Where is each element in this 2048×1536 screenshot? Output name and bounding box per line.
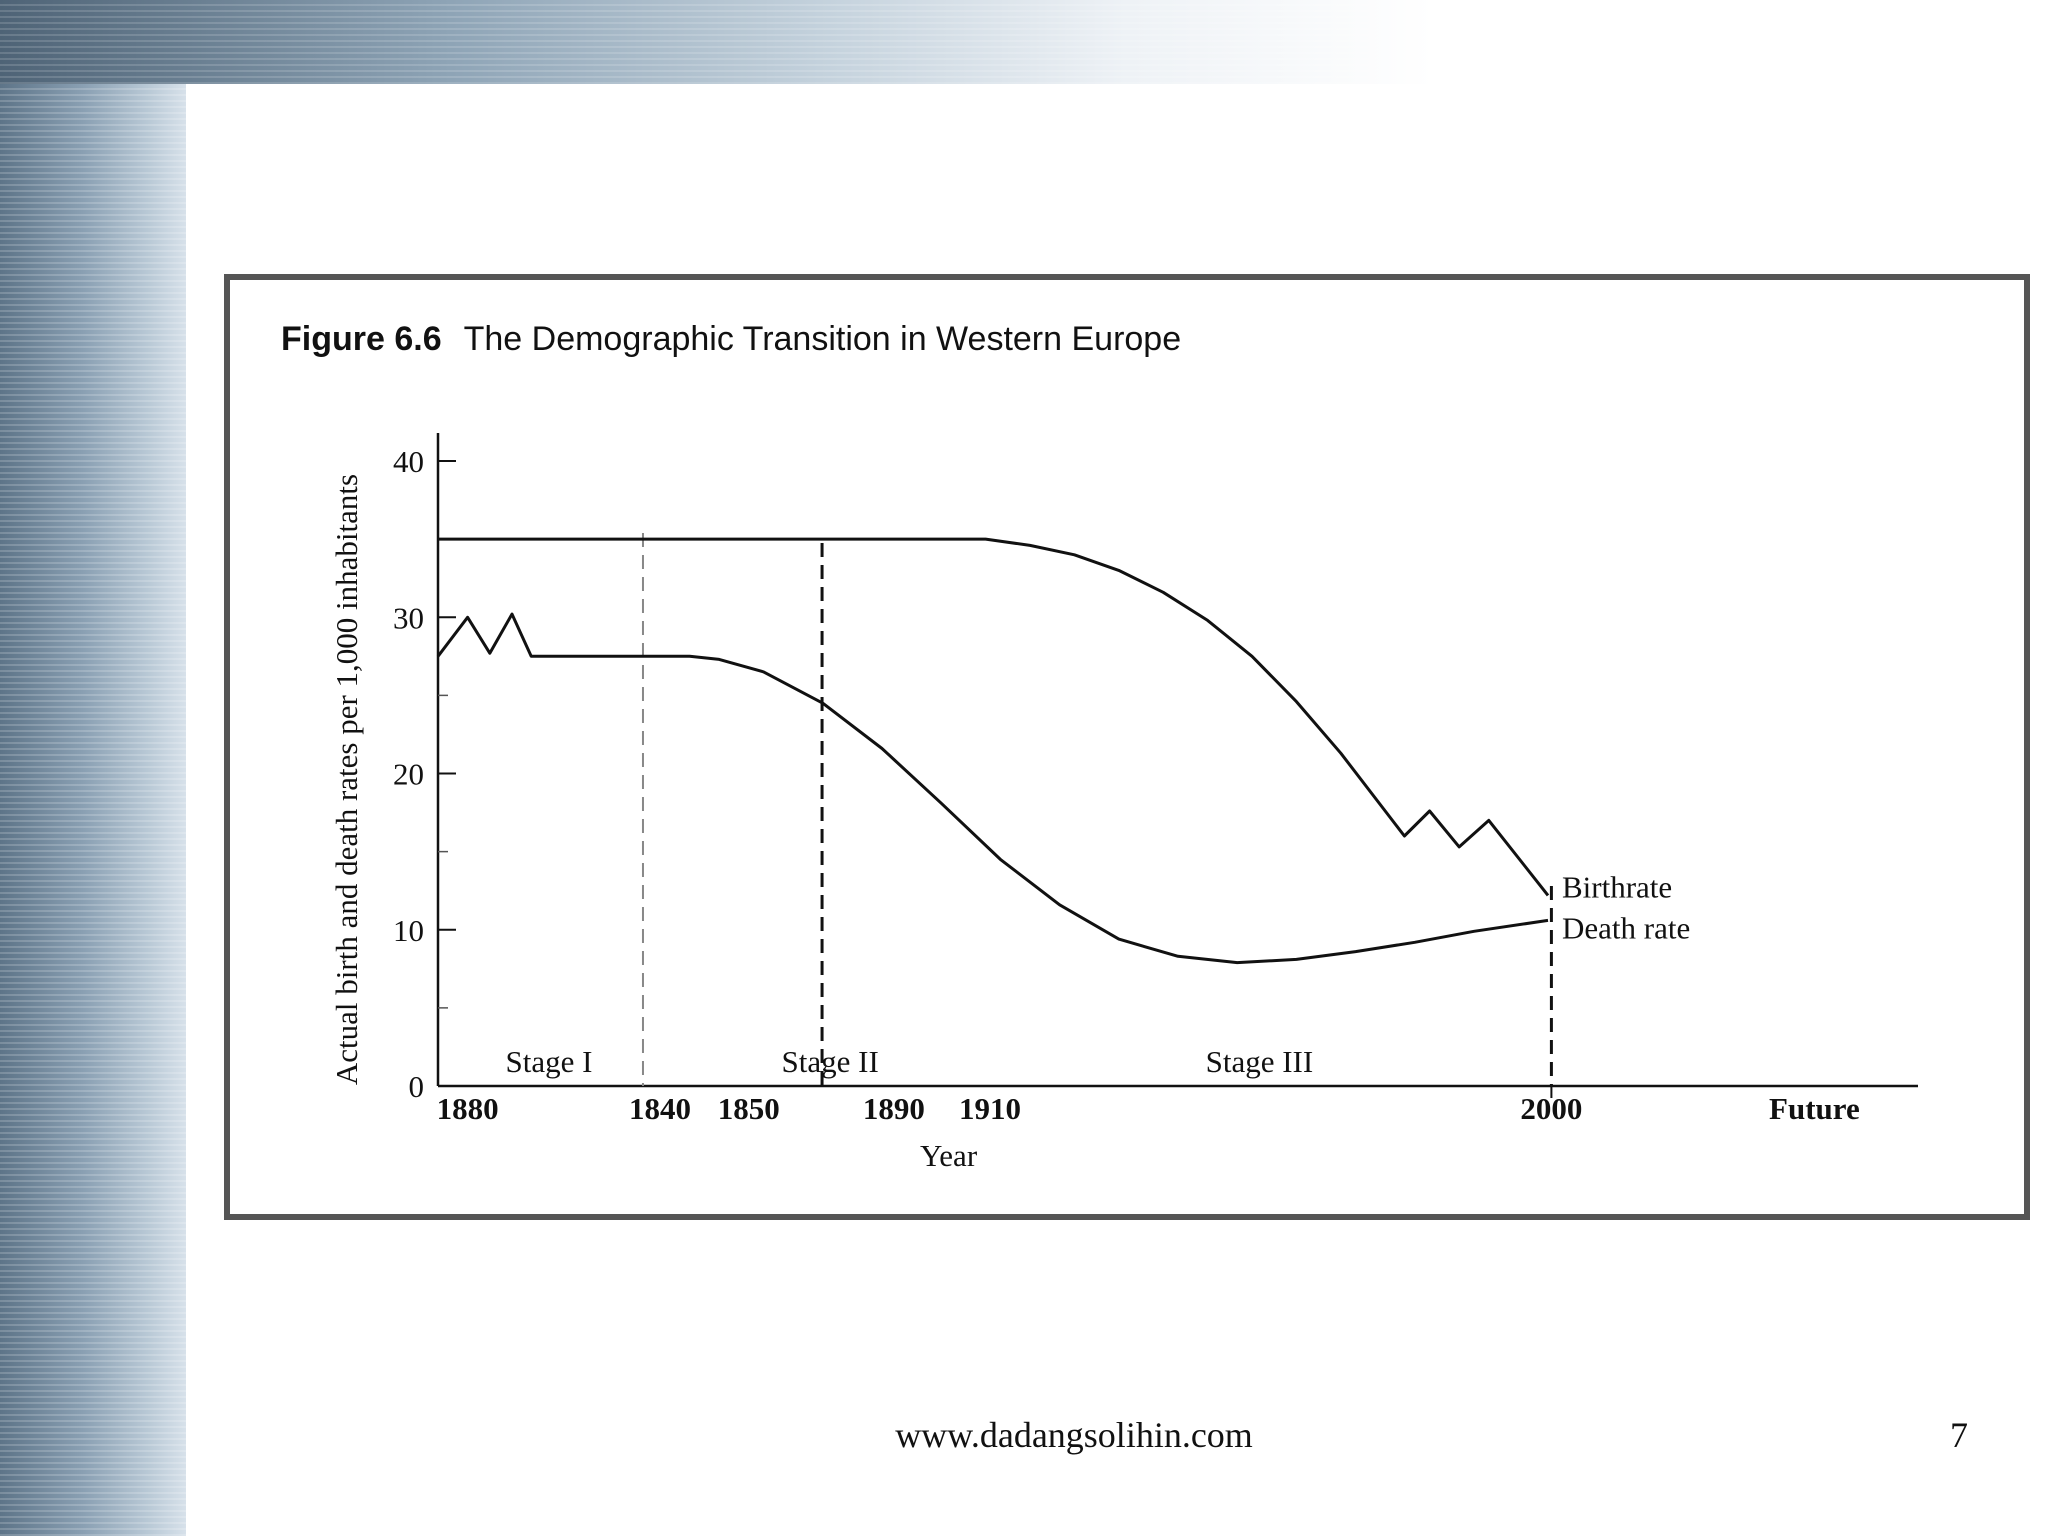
page-number: 7 — [1950, 1415, 1968, 1455]
y-tick-label: 10 — [393, 912, 424, 948]
stage-label: Stage I — [505, 1044, 593, 1079]
x-tick-label: 1890 — [862, 1091, 925, 1126]
x-tick-label: 1850 — [717, 1091, 780, 1126]
y-tick-label: 0 — [408, 1069, 424, 1104]
x-tick-label: Future — [1769, 1091, 1860, 1126]
birthrate-label: Birthrate — [1562, 869, 1673, 905]
birthrate-line — [438, 539, 1548, 895]
y-tick-label: 40 — [393, 444, 424, 479]
x-tick-label: 1840 — [629, 1091, 691, 1126]
y-tick-label: 20 — [393, 756, 424, 792]
deathrate-line — [438, 614, 1548, 963]
y-tick-label: 30 — [393, 600, 424, 636]
deathrate-label: Death rate — [1562, 910, 1691, 946]
figure-number: Figure 6.6 — [281, 320, 442, 358]
x-tick-label: 1880 — [436, 1091, 499, 1126]
figure-title-text: The Demographic Transition in Western Europe — [463, 320, 1182, 358]
stage-label: Stage III — [1205, 1044, 1314, 1079]
stage-label: Stage II — [781, 1044, 879, 1079]
x-tick-label: 1910 — [959, 1091, 1022, 1126]
x-axis-label: Year — [920, 1138, 978, 1173]
footer-url: www.dadangsolihin.com — [895, 1415, 1253, 1455]
x-tick-label: 2000 — [1520, 1091, 1583, 1126]
y-axis-label: Actual birth and death rates per 1,000 inhabitants — [329, 473, 364, 1086]
